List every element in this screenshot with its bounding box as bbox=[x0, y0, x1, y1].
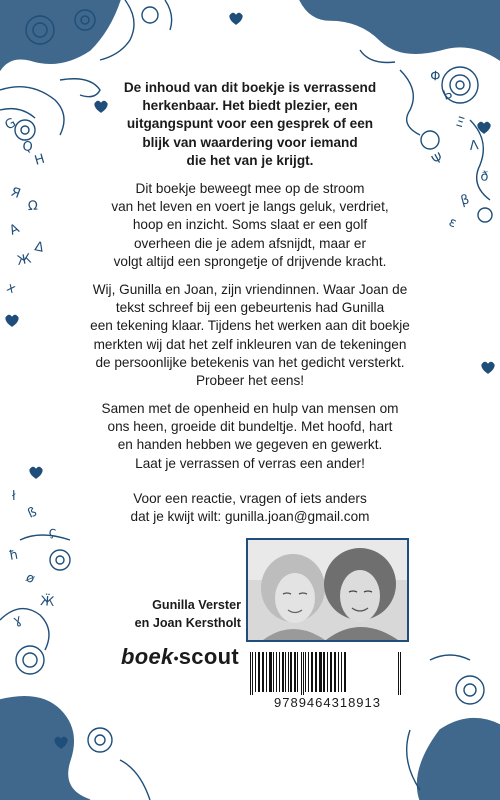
decor-letter: Ξ bbox=[453, 114, 467, 132]
barcode-bar bbox=[338, 652, 339, 692]
barcode-bar bbox=[269, 652, 272, 692]
barcode-bar bbox=[305, 652, 306, 692]
barcode-bars bbox=[246, 650, 409, 695]
barcode-bar bbox=[273, 652, 274, 692]
decor-letter: ø bbox=[23, 570, 38, 588]
barcode-bar bbox=[288, 652, 289, 692]
barcode-bar bbox=[290, 652, 292, 692]
decor-letter: Φ bbox=[429, 69, 441, 85]
decor-letter: ł bbox=[11, 488, 16, 504]
intro-paragraph: De inhoud van dit boekje is verrassend herkenbaar. Het biedt plezier, een uitgangspunt voor een gesprek of een blijk van waardering voor iemand die het van je krijgt. bbox=[123, 80, 377, 168]
decor-letter: Ӝ bbox=[39, 594, 55, 610]
barcode-bar bbox=[255, 652, 256, 692]
decor-letter: Ж bbox=[15, 251, 33, 269]
paragraph-together: Samen met de openheid en hulp van mensen om ons heen, groeide dit bundeltje. Met hoofd, hart en handen hebben we gegeven en gewerkt. Laat je verrassen of verras een ander! bbox=[101, 401, 399, 471]
decor-letter: Я bbox=[8, 184, 23, 202]
decor-letter: Ь bbox=[441, 86, 455, 104]
barcode-bar bbox=[266, 652, 267, 692]
barcode bbox=[246, 650, 409, 718]
decor-letter: x bbox=[4, 280, 18, 297]
decor-letter: ß bbox=[25, 504, 40, 522]
barcode-bar bbox=[252, 652, 253, 695]
barcode-bar bbox=[297, 652, 298, 692]
paragraph-stream-of-life: Dit boekje beweegt mee op de stroom van het leven en voert je langs geluk, verdriet, hoop en inzicht. Soms slaat er een golf overheen die je adem afsnijdt, maar er volgt altijd een sprongetje of drijvende kracht. bbox=[111, 181, 389, 269]
author-photo bbox=[246, 538, 409, 642]
barcode-bar bbox=[301, 652, 302, 695]
barcode-bar bbox=[315, 652, 317, 692]
paragraph-contact: Voor een reactie, vragen of iets anders dat je kwijt wilt: gunilla.joan@gmail.com bbox=[80, 490, 420, 526]
decor-letter: ç bbox=[47, 524, 58, 541]
barcode-bar bbox=[330, 652, 332, 692]
decor-letter: H bbox=[32, 151, 47, 169]
decor-letter: β bbox=[459, 192, 472, 209]
barcode-bar bbox=[262, 652, 264, 692]
barcode-bar bbox=[323, 652, 325, 692]
decor-letter: Q bbox=[21, 139, 34, 156]
barcode-bar bbox=[294, 652, 296, 692]
decor-letter: Ψ bbox=[429, 150, 446, 169]
author-name-2: en Joan Kerstholt bbox=[134, 615, 241, 630]
contact-email-line: dat je kwijt wilt: gunilla.joan@gmail.com bbox=[130, 509, 370, 525]
author-names bbox=[135, 597, 241, 632]
decor-letter: ε bbox=[446, 214, 459, 232]
decor-letter: Δ bbox=[33, 239, 45, 256]
isbn-number: 9789464318913 bbox=[274, 695, 381, 710]
barcode-bar bbox=[327, 652, 328, 692]
decor-letter: G bbox=[2, 115, 19, 134]
barcode-bar bbox=[285, 652, 286, 692]
barcode-bar bbox=[319, 652, 322, 692]
barcode-bar bbox=[308, 652, 309, 692]
barcode-bar bbox=[276, 652, 277, 692]
barcode-bar bbox=[400, 652, 401, 695]
decor-letter: ɣ bbox=[11, 612, 24, 629]
decor-letter: Ω bbox=[27, 198, 39, 214]
barcode-bar bbox=[250, 652, 251, 695]
barcode-bar bbox=[334, 652, 336, 692]
author-name-1: Gunilla Verster bbox=[152, 598, 241, 612]
author-photo-illustration bbox=[248, 540, 407, 640]
decor-letter: Λ bbox=[468, 138, 480, 154]
barcode-bar bbox=[303, 652, 304, 695]
barcode-bar bbox=[344, 652, 346, 692]
barcode-bar bbox=[341, 652, 342, 692]
barcode-bar bbox=[279, 652, 280, 692]
barcode-bar bbox=[258, 652, 260, 692]
decor-letter: ħ bbox=[8, 547, 20, 564]
barcode-bar bbox=[282, 652, 284, 692]
decor-letter: A bbox=[7, 221, 22, 239]
publisher-logo: boek•scout bbox=[121, 644, 239, 669]
barcode-bar bbox=[398, 652, 399, 695]
paragraph-friends: Wij, Gunilla en Joan, zijn vriendinnen. Waar Joan de tekst schreef bij een gebeurtenis had Gunilla een tekening klaar. Tijdens het werken aan dit boekje merkten wij dat het zelf inkleuren van de tekeningen de persoonlijke betekenis van het gedicht versterkt. Probeer het eens! bbox=[90, 282, 410, 389]
barcode-bar bbox=[311, 652, 313, 692]
decor-letter: ð bbox=[479, 169, 490, 186]
